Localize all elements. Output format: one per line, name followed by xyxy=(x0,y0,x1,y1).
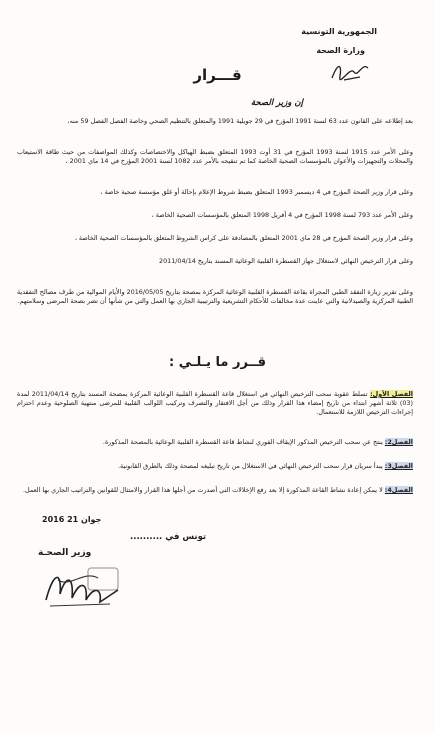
preamble-3: وعلى قرار وزير الصحة المؤرخ في 4 ديسمبر 1993 المتعلق بضبط شروط الإعلام بإحالة أو غلق مؤسسة صحية خاصة ، xyxy=(100,188,413,196)
article-2-label: الفصل2: xyxy=(384,438,413,446)
place-line: تونس في .......... xyxy=(130,532,207,542)
article-3-text: يبدأ سريان قرار سحب الترخيص النهائي في الاستغلال من تاريخ تبليغه لمصحة وذلك بالطرق القانونية. xyxy=(117,462,383,470)
article-2-text: ينتج عن سحب الترخيص المذكور الإيقاف الفوري لنشاط قاعة القسطرة القلبية الوعائية بالمصحة المذكورة. xyxy=(102,438,383,446)
decides-heading: قــرر ما يـلـي : xyxy=(169,355,266,370)
header-ministry: وزارة الصحة xyxy=(316,46,365,55)
article-4-label: الفصل4: xyxy=(384,486,413,494)
article-4 xyxy=(17,486,413,495)
article-3 xyxy=(17,462,413,471)
document-title: قـــرار xyxy=(193,66,242,84)
article-4-text: لا يمكن إعادة نشاط القاعة المذكورة إلا بعد رفع الإخلالات التي أصدرت من أجلها هذا القرار والامتثال للقوانين والتراتيب الجاري بها العمل. xyxy=(23,486,383,494)
article-3-label: الفصل3: xyxy=(384,462,413,470)
preamble-2: وعلى الأمر عدد 1915 لسنة 1993 المؤرخ في 31 أوت 1993 المتعلق بضبط الهياكل والاختصاصات وكذلك المواصفات من حيث طاقة الاستيعاب والمحلات والتجهيزات والأعوان بالمؤسسات الصحية الخاصة كما تم تنقيحه بالأمر عدد 1082 لسنة 2001 المؤرخ في 14 ماي 2001 ، xyxy=(17,148,413,166)
preamble-5: وعلى قرار وزير الصحة المؤرخ في 28 ماي 2001 المتعلق بالمصادقة على كراس الشروط المتعلق بالمؤسسات الصحية الخاصة ، xyxy=(74,234,413,242)
preamble-1: بعد إطلاعه على القانون عدد 63 لسنة 1991 المؤرخ في 29 جويلية 1991 والمتعلق بالتنظيم الصحي وخاصة الفصل الفصل 59 منه، xyxy=(67,117,413,125)
signer-title: وزير الصحـة xyxy=(38,548,92,558)
header-republic: الجمهورية التونسية xyxy=(301,27,377,36)
article-1 xyxy=(17,390,413,418)
preamble-4: وعلى الأمر عدد 793 لسنة 1998 المؤرخ في 4 أفريل 1998 المتعلق بالمؤسسات الصحية الخاصة ، xyxy=(151,211,413,219)
article-1-label: الفصل الأول: xyxy=(370,390,413,398)
preamble-7: وعلى تقرير زيارة التفقد الطبي المجراة بقاعة القسطرة القلبية الوعائية المركزة بمصحة بتاريخ 2016/05/05 والأيام الموالية من طرف مصالح التفقدية الطبية المركزية والصيدلانية والتي عاينت عدة مخالفات للأحكام التشريعية والترتيبية الجاري بها العمل والتي من شأنها أن تضر بصحة المرضى وسلامتهم. xyxy=(17,288,414,306)
article-1-text: تسلط عقوبة سحب الترخيص النهائي في استغلال قاعة القسطرة القلبية الوعائية المركزة بمصحة المسند بتاريخ 2011/04/14 لمدة (03) ثلاثة أشهر ابتداء من تاريخ إمضاء هذا القرار وذلك من أجل الافتقار والتصرف وتركيب اللوالب القلبية للمرضى منتهية الصلوحية وعدم احترام إجراءات الترخيص اللازمة للاستعمال. xyxy=(17,390,413,417)
official-stamp-signature-icon xyxy=(40,560,124,616)
date-stamp: 2016 جوان 21 xyxy=(42,515,102,524)
minister-heading: إن وزير الصحة xyxy=(250,98,303,108)
preamble-6: وعلى قرار الترخيص النهائي لاستغلال جهاز القسطرة القلبية الوعائية المسند بتاريخ 2011/04/14 xyxy=(159,257,413,265)
article-2 xyxy=(17,438,413,447)
